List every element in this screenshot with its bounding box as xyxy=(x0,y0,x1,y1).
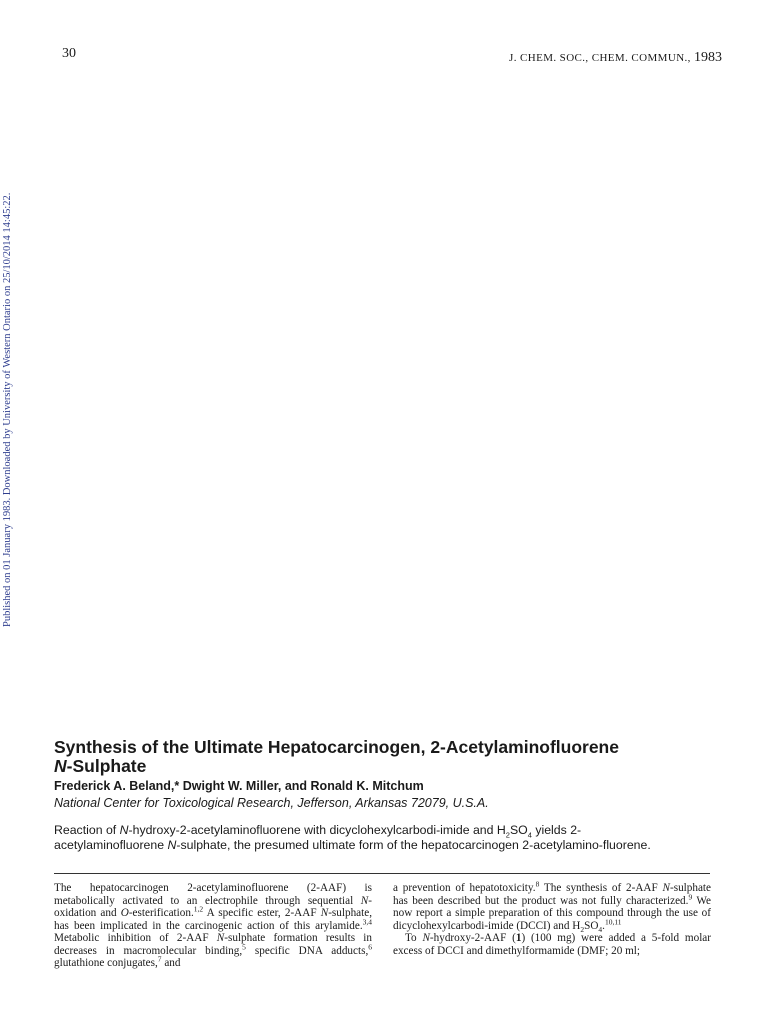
journal-name: J. CHEM. SOC., CHEM. COMMUN., xyxy=(509,52,691,64)
body-paragraph: The hepatocarcinogen 2-acetylaminofluorene (2-AAF) is metabolically activated to an electrophile through sequential N-oxidation and O-esterification.$^{1,2}$ A specific ester, 2-AAF N-sulphate, has been implicated in the carcinogenic action of this arylamide.$^{3,4}$ Metabolic inhibition of 2-AAF N-sulphate formation results in decreases in macromolecular binding,$^5$ specific DNA adducts,$^6$ glutathione conjugates,$^7$ and xyxy=(54,882,372,969)
title-italic-n: N xyxy=(54,756,67,776)
body-paragraph: a prevention of hepatotoxicity.$^8$ The synthesis of 2-AAF N-sulphate has been described but the product was not fully characterized.$^9$ We now report a simple preparation of this compound through the use of dicyclohexylcarbodi-imide (DCCI) and $H_2SO_4.^{10,11}$ xyxy=(393,879,712,934)
title-line-2: N-Sulphate xyxy=(54,756,147,776)
journal-year: 1983 xyxy=(694,50,722,65)
journal-header xyxy=(509,50,722,66)
abstract-divider xyxy=(54,873,710,874)
title-line-1: Synthesis of the Ultimate Hepatocarcinogen, 2-Acetylaminofluorene xyxy=(54,737,619,757)
abstract: Reaction of N-hydroxy-2-acetylaminofluorene with dicyclohexylcarbodi-imide and $H_2SO_4$ yields 2-acetylaminofluorene N-sulphate, the presumed ultimate form of the hepatocarcinogen 2-acetylamino-fluorene. xyxy=(54,823,651,852)
download-watermark: Published on 01 January 1983. Downloaded by University of Western Ontario on 25/10/2014 14:45:22. xyxy=(2,192,13,627)
body-column-left xyxy=(54,882,372,970)
body-paragraph: To N-hydroxy-2-AAF (1) (100 mg) were added a 5-fold molar excess of DCCI and dimethylformamide (DMF; 20 ml; xyxy=(393,932,712,957)
page-number: 30 xyxy=(62,46,76,61)
authors: Frederick A. Beland,* Dwight W. Miller, and Ronald K. Mitchum xyxy=(54,779,424,793)
body-column-right xyxy=(393,879,712,957)
article-title xyxy=(54,738,734,776)
affiliation: National Center for Toxicological Research, Jefferson, Arkansas 72079, U.S.A. xyxy=(54,796,489,810)
